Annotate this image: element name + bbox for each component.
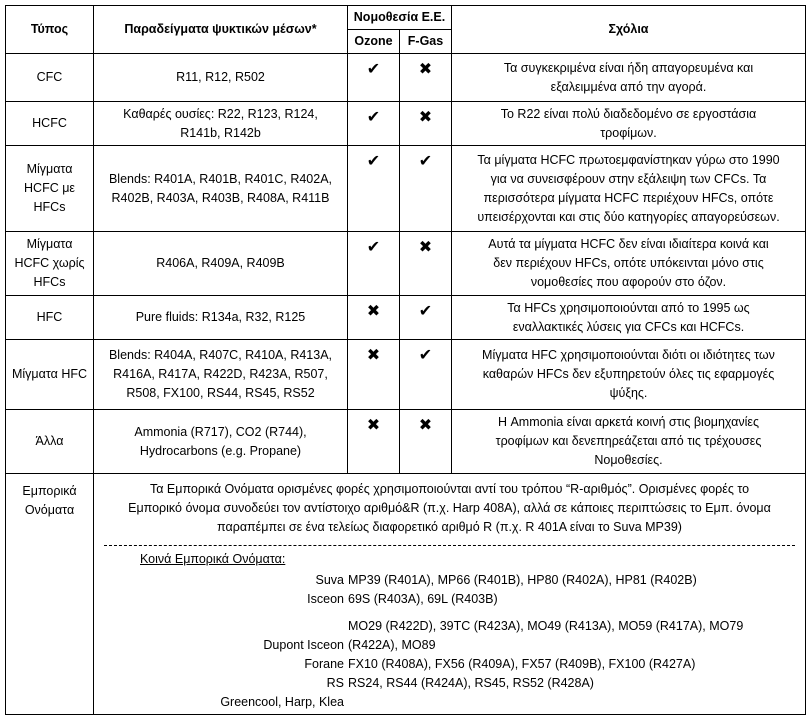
comments-line: τροφίμων. — [600, 125, 657, 140]
examples-line: Blends: R401A, R401B, R401C, R402A, — [108, 171, 333, 186]
type-cell — [6, 410, 94, 474]
examples-cell — [94, 296, 348, 340]
ozone-cell — [348, 102, 400, 146]
table-row — [6, 410, 806, 474]
comments-cell — [452, 340, 806, 410]
ozone-cell — [348, 232, 400, 296]
examples-line: R11, R12, R502 — [176, 70, 265, 84]
trade-values: MP39 (R401A), MP66 (R401B), HP80 (R402A), HP81 (R402B) — [348, 573, 697, 587]
checkmark-icon: ✔ — [418, 347, 433, 364]
cross-icon: ✖ — [366, 347, 381, 364]
fgas-cell — [400, 340, 452, 410]
table-row — [6, 232, 806, 296]
trade-names-list — [98, 571, 801, 712]
comments-line: εναλλακτικές λύσεις για CFCs και HCFCs. — [512, 319, 745, 334]
comments-line: υπεισέρχονται και στις δύο κατηγορίες απαγορεύσεων. — [477, 209, 780, 224]
type-cell — [6, 232, 94, 296]
checkmark-icon: ✔ — [418, 153, 433, 170]
comments-line: Το R22 είναι πολύ διαδεδομένο σε εργοστάσια — [500, 106, 757, 121]
trade-brand: Suva — [315, 573, 344, 587]
comments-line: καθαρών HFCs δεν εξυπηρετούν όλες τις εφαρμογές — [482, 367, 775, 381]
trade-type-cell — [6, 474, 94, 715]
examples-line: Καθαρές ουσίες: R22, R123, R124, — [123, 106, 318, 121]
comments-line: εξαλειμμένα από την αγορά. — [550, 79, 707, 94]
type-line: CFC — [36, 70, 63, 84]
header-ozone: Ozone — [348, 30, 400, 54]
cross-icon: ✖ — [418, 417, 433, 434]
refrigerants-table-container — [5, 5, 805, 715]
spacer — [98, 609, 801, 617]
trade-name-row — [98, 617, 801, 636]
examples-line: R416A, R417A, R422D, R423A, R507, — [113, 367, 328, 381]
examples-cell — [94, 410, 348, 474]
trade-brand: Greencool, Harp, Klea — [220, 695, 344, 709]
table-row — [6, 340, 806, 410]
trade-values: (R422A), MO89 — [348, 638, 436, 652]
trade-brand: RS — [326, 676, 344, 690]
ozone-cell — [348, 340, 400, 410]
comments-cell — [452, 146, 806, 232]
checkmark-icon: ✔ — [366, 153, 381, 170]
examples-cell — [94, 102, 348, 146]
trade-intro-line: Τα Εμπορικά Ονόματα ορισμένες φορές χρησιμοποιούνται αντί του τρόπου “R-αριθμός”. Ορισμένες φορές το — [149, 482, 750, 496]
comments-cell — [452, 410, 806, 474]
type-cell — [6, 102, 94, 146]
trade-intro-line: παραπέμπει σε ένα τελείως διαφορετικό αριθμό R (π.χ. R 401A είναι το Suva MP39) — [217, 520, 682, 534]
cross-icon: ✖ — [418, 109, 433, 126]
examples-cell — [94, 232, 348, 296]
table-row — [6, 146, 806, 232]
trade-values: MO29 (R422D), 39TC (R423A), MO49 (R413A), MO59 (R417A), MO79 — [348, 619, 744, 633]
type-cell — [6, 296, 94, 340]
comments-line: Τα μίγματα HCFC πρωτοεμφανίστηκαν γύρω στο 1990 — [477, 152, 780, 167]
comments-cell — [452, 102, 806, 146]
header-type: Τύπος — [6, 6, 94, 54]
ozone-cell — [348, 146, 400, 232]
ozone-cell — [348, 54, 400, 102]
common-trade-names-title: Κοινά Εμπορικά Ονόματα: — [140, 552, 286, 566]
table-body — [6, 54, 806, 474]
table-row — [6, 54, 806, 102]
fgas-cell — [400, 410, 452, 474]
comments-line: για να συνεισφέρουν στην εξάλειψη των CFCs. Τα — [490, 171, 767, 186]
examples-cell — [94, 340, 348, 410]
cross-icon: ✖ — [418, 239, 433, 256]
refrigerants-table — [5, 5, 806, 715]
trade-content-cell — [94, 474, 806, 715]
comments-line: περισσότερα μίγματα HCFC περιέχουν HFCs, οπότε — [483, 190, 774, 205]
ozone-cell — [348, 296, 400, 340]
type-line: HCFC με HFCs — [24, 181, 75, 214]
examples-line: Ammonia (R717), CO2 (R744), — [134, 424, 307, 439]
cross-icon: ✖ — [366, 303, 381, 320]
fgas-cell — [400, 146, 452, 232]
checkmark-icon: ✔ — [366, 61, 381, 78]
comments-cell — [452, 232, 806, 296]
examples-line: Hydrocarbons (e.g. Propane) — [139, 443, 302, 458]
header-comments: Σχόλια — [452, 6, 806, 54]
trade-name-row — [98, 693, 801, 712]
type-line: Άλλα — [35, 434, 64, 448]
cross-icon: ✖ — [418, 61, 433, 78]
trade-values — [348, 693, 798, 712]
trade-intro-line: Εμπορικό όνομα συνοδεύει τον αντίστοιχο αριθμό&R (π.χ. Harp 408A), αλλά σε κάποιες περιπτώσεις το Εμπ. όνομα — [128, 501, 771, 515]
table-row — [6, 102, 806, 146]
examples-line: Pure fluids: R134a, R32, R125 — [135, 310, 306, 324]
examples-line: Blends: R404A, R407C, R410A, R413A, — [108, 348, 333, 362]
checkmark-icon: ✔ — [366, 239, 381, 256]
trade-name-row — [98, 674, 801, 693]
comments-line: Η Ammonia είναι αρκετά κοινή στις βιομηχανίες — [497, 415, 760, 429]
trade-brand: Dupont Isceon — [263, 638, 344, 652]
checkmark-icon: ✔ — [366, 109, 381, 126]
comments-line: ψύξης. — [609, 386, 648, 400]
header-examples: Παραδείγματα ψυκτικών μέσων* — [94, 6, 348, 54]
checkmark-icon: ✔ — [418, 303, 433, 320]
table-row — [6, 296, 806, 340]
cross-icon: ✖ — [366, 417, 381, 434]
type-line: Μίγματα — [26, 237, 73, 251]
fgas-cell — [400, 296, 452, 340]
comments-line: Μίγματα HFC χρησιμοποιούνται διότι οι ιδιότητες των — [482, 348, 775, 362]
trade-type-line: Εμπορικά — [22, 484, 77, 498]
examples-line: R406A, R409A, R409B — [156, 256, 285, 270]
header-legislation: Νομοθεσία Ε.Ε. — [348, 6, 452, 30]
comments-cell — [452, 54, 806, 102]
type-line: Μίγματα — [26, 162, 73, 176]
trade-brand — [98, 617, 348, 636]
type-line: HCFC χωρίς — [14, 256, 85, 270]
type-line: HFCs — [33, 275, 66, 289]
fgas-cell — [400, 232, 452, 296]
trade-type-line: Ονόματα — [24, 503, 75, 517]
type-cell — [6, 54, 94, 102]
type-cell — [6, 340, 94, 410]
trade-values: 69S (R403A), 69L (R403B) — [348, 592, 498, 606]
header-fgas: F-Gas — [400, 30, 452, 54]
trade-name-row — [98, 636, 801, 655]
comments-line: τροφίμων και δενεπηρεάζεται από τις τρέχουσες — [495, 434, 762, 448]
examples-line: R402B, R403A, R403B, R408A, R411B — [111, 190, 330, 205]
fgas-cell — [400, 54, 452, 102]
type-cell — [6, 146, 94, 232]
fgas-cell — [400, 102, 452, 146]
comments-line: Τα συγκεκριμένα είναι ήδη απαγορευμένα και — [503, 60, 754, 75]
examples-line: R508, FX100, RS44, RS45, RS52 — [126, 386, 315, 400]
trade-values: RS24, RS44 (R424A), RS45, RS52 (R428A) — [348, 676, 594, 690]
examples-cell — [94, 146, 348, 232]
type-line: HCFC — [32, 116, 67, 130]
ozone-cell — [348, 410, 400, 474]
trade-name-row — [98, 655, 801, 674]
comments-cell — [452, 296, 806, 340]
examples-line: R141b, R142b — [180, 125, 261, 140]
trade-names-row — [6, 474, 806, 715]
trade-name-row — [98, 571, 801, 590]
examples-cell — [94, 54, 348, 102]
trade-intro — [98, 476, 801, 545]
type-line: HFC — [36, 310, 63, 324]
comments-line: Αυτά τα μίγματα HCFC δεν είναι ιδιαίτερα κοινά και — [488, 237, 769, 251]
type-line: Μίγματα HFC — [11, 367, 88, 381]
comments-line: Νομοθεσίες. — [594, 453, 663, 467]
trade-name-row — [98, 590, 801, 609]
comments-line: νομοθεσίες που αφορούν στο όζον. — [530, 275, 727, 289]
trade-brand: Forane — [304, 657, 344, 671]
trade-values: FX10 (R408A), FX56 (R409A), FX57 (R409B), FX100 (R427A) — [348, 657, 696, 671]
comments-line: δεν περιέχουν HFCs, οπότε υπόκεινται μόνο στις — [493, 256, 764, 270]
comments-line: Τα HFCs χρησιμοποιούνται από το 1995 ως — [507, 300, 750, 315]
trade-brand: Isceon — [307, 592, 344, 606]
